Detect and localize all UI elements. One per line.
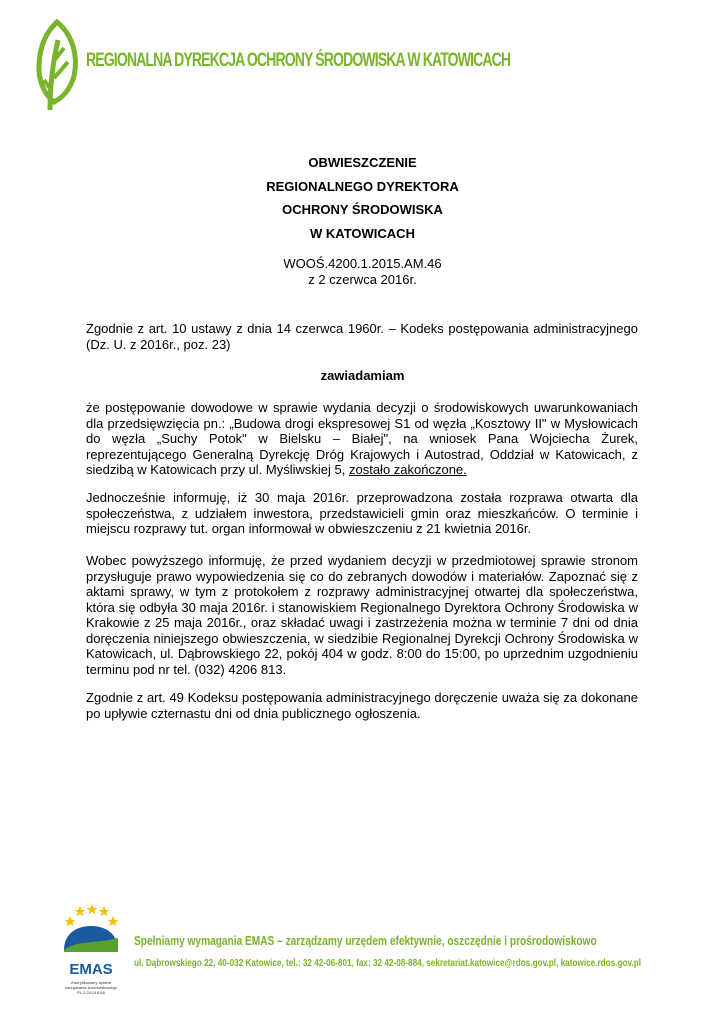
reference-date: z 2 czerwca 2016r.	[308, 271, 417, 287]
title-line: OBWIESZCZENIE	[308, 155, 417, 170]
emas-caption: Zweryfikowany system zarządzania środowiskowego PL 2.24-019-68	[64, 980, 118, 995]
organization-name: REGIONALNA DYREKCJA OCHRONY ŚRODOWISKA W KATOWICACH	[86, 50, 511, 71]
paragraph-4: Zgodnie z art. 49 Kodeksu postępowania administracyjnego doręczenie uważa się za dokonane po upływie czternastu dni od dnia publicznego ogłoszenia.	[86, 690, 638, 721]
reference-number: WOOŚ.4200.1.2015.AM.46	[283, 256, 442, 271]
paragraph-1-conclusion: zostało zakończone.	[348, 462, 467, 477]
reference-block	[0, 256, 725, 287]
title-line: REGIONALNEGO DYREKTORA	[266, 178, 459, 194]
footer-slogan: Spełniamy wymagania EMAS – zarządzamy urzędem efektywnie, oszczędnie i prośrodowiskowo	[134, 933, 597, 948]
notice-word: zawiadamiam	[320, 368, 405, 383]
paragraph-1-text: że postępowanie dowodowe w sprawie wydania decyzji o środowiskowych uwarunkowaniach dla przedsięwzięcia pn.: „Budowa drogi ekspresowej S1 od węzła „Kosztowy II" w Mysłowicach do węzła „Suchy Potok" w Bielsku – Białej", na wniosek Pana Wojciecha Żurek, reprezentującego Generalną Dyrekcję Dróg Krajowych i Autostrad, Oddział w Katowicach, z siedzibą w Katowicach przy ul. Myśliwskiej 5,	[86, 400, 638, 477]
paragraph-1	[86, 400, 638, 478]
footer-address: ul. Dąbrowskiego 22, 40-032 Katowice, tel.: 32 42-06-801, fax: 32 42-08-884, sekretariat.katowice@rdos.gov.pl, katowice.rdos.gov.pl	[134, 957, 642, 969]
legal-basis-paragraph: Zgodnie z art. 10 ustawy z dnia 14 czerwca 1960r. – Kodeks postępowania administracyjnego (Dz. U. z 2016r., poz. 23)	[86, 321, 638, 352]
leaf-icon	[34, 18, 80, 112]
title-line: OCHRONY ŚRODOWISKA	[282, 202, 443, 217]
paragraph-2: Jednocześnie informuję, iż 30 maja 2016r. przeprowadzona została rozprawa otwarta dla społeczeństwa, z udziałem inwestora, przedstawicieli gmin oraz mieszkańców. O terminie i miejscu rozprawy tut. organ informował w obwieszczeniu z 21 kwietnia 2016r.	[86, 490, 638, 536]
emas-label: EMAS	[69, 961, 113, 978]
paragraph-3: Wobec powyższego informuję, że przed wydaniem decyzji w przedmiotowej sprawie stronom przysługuje prawo wypowiedzenia się co do zebranych dowodów i materiałów. Zapoznać się z aktami sprawy, w tym z protokołem z rozprawy administracyjnej otwartej dla społeczeństwa, która się odbyła 30 maja 2016r. i stanowiskiem Regionalnego Dyrektora Ochrony Środowiska w Krakowie z 25 maja 2016r., oraz składać uwagi i zastrzeżenia można w terminie 7 dni od dnia doręczenia niniejszego obwieszczenia, w siedzibie Regionalnej Dyrekcji Ochrony Środowiska w Katowicach, ul. Dąbrowskiego 22, pokój 404 w godz. 8:00 do 15:00, po uprzednim uzgodnieniu terminu pod nr tel. (032) 4206 813.	[86, 553, 638, 677]
title-line: W KATOWICACH	[310, 225, 415, 241]
document-title	[0, 151, 725, 245]
